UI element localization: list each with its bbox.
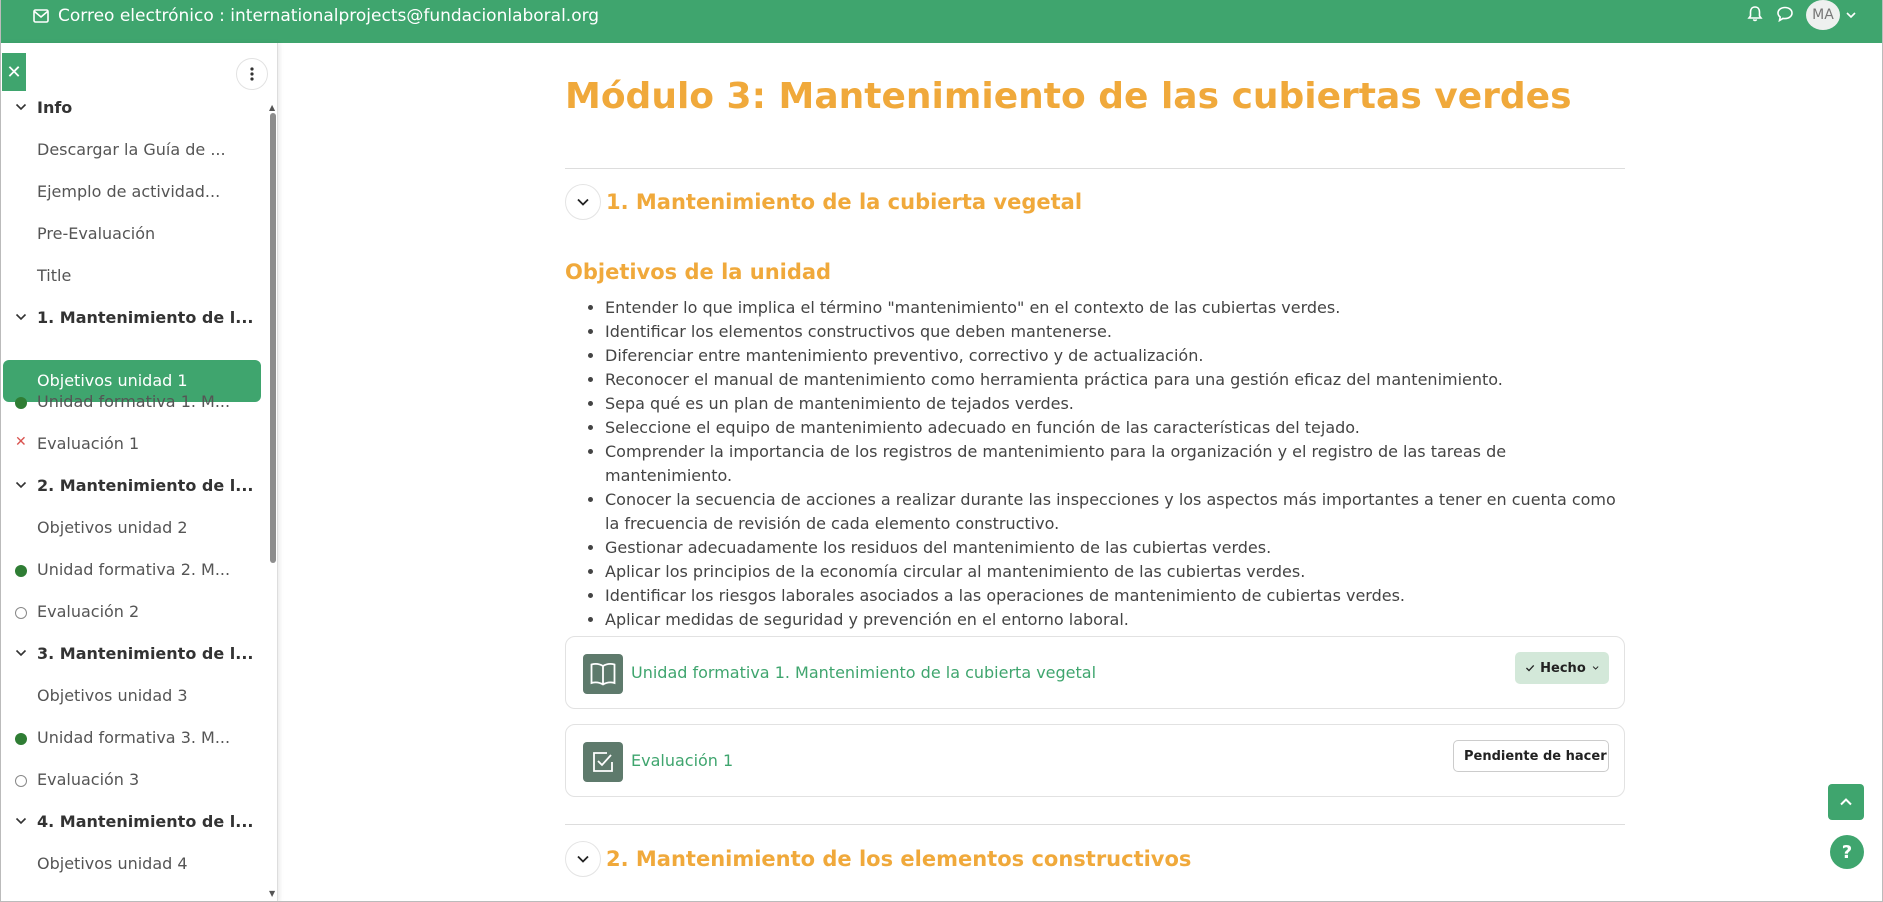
- completed-dot-icon: [15, 397, 27, 409]
- chevron-up-icon: [1838, 794, 1854, 810]
- scrollbar-thumb[interactable]: [270, 113, 276, 563]
- status-label: Pendiente de hacer: [1464, 748, 1607, 764]
- sidebar-item-unidad-formativa-3[interactable]: [3, 717, 261, 759]
- sidebar-section-3[interactable]: [3, 633, 261, 675]
- sidebar-item-label: Unidad formativa 1. M...: [37, 392, 231, 411]
- activity-card-unidad-formativa-1: [565, 636, 1625, 709]
- sidebar-item-label: Objetivos unidad 2: [37, 518, 188, 537]
- sidebar-section-2[interactable]: [3, 465, 261, 507]
- list-item: • Comprender la importancia de los registros de mantenimiento para la organización y el registro de las tareas de mantenimiento.: [605, 440, 1625, 488]
- sidebar-item-descargar-guia[interactable]: [3, 129, 261, 171]
- sidebar-section-info[interactable]: [3, 87, 261, 129]
- kebab-menu-icon: [250, 67, 254, 81]
- sidebar-item-label: Objetivos unidad 3: [37, 686, 188, 705]
- check-icon: [1525, 662, 1535, 674]
- status-label: Hecho: [1540, 660, 1586, 676]
- sidebar-section-1[interactable]: [3, 297, 261, 339]
- bell-icon[interactable]: [1745, 4, 1765, 24]
- contact-email: [33, 6, 599, 26]
- sidebar-item-label: Info: [37, 98, 73, 117]
- sidebar-item-evaluacion-1[interactable]: [3, 423, 261, 465]
- mail-icon: [33, 9, 49, 23]
- chevron-down-icon[interactable]: [14, 478, 28, 492]
- completed-dot-icon: [15, 733, 27, 745]
- sidebar-item-unidad-formativa-1[interactable]: [3, 381, 261, 423]
- sidebar-item-label: Ejemplo de actividad...: [37, 182, 221, 201]
- completion-status-button[interactable]: [1453, 740, 1609, 772]
- page-title: Módulo 3: Mantenimiento de las cubiertas verdes: [565, 76, 1572, 117]
- sidebar-item-ejemplo-actividad[interactable]: [3, 171, 261, 213]
- chevron-down-icon[interactable]: [14, 310, 28, 324]
- sidebar-item-label: Pre-Evaluación: [37, 224, 156, 243]
- chat-icon[interactable]: [1775, 4, 1795, 24]
- sidebar-item-unidad-formativa-2[interactable]: [3, 549, 261, 591]
- activity-link[interactable]: Evaluación 1: [631, 751, 734, 770]
- sidebar-item-label: Descargar la Guía de ...: [37, 140, 226, 159]
- divider: [565, 824, 1625, 825]
- list-item: • Identificar los riesgos laborales asociados a las operaciones de mantenimiento de cubiertas verdes.: [605, 584, 1625, 608]
- user-avatar[interactable]: MA: [1806, 0, 1840, 30]
- sidebar-item-label: 1. Mantenimiento de l...: [37, 308, 254, 327]
- list-item: • Aplicar los principios de la economía circular al mantenimiento de las cubiertas verdes.: [605, 560, 1625, 584]
- list-item: • Identificar los elementos constructivos que deben mantenerse.: [605, 320, 1625, 344]
- sidebar-item-label: Evaluación 1: [37, 434, 140, 453]
- list-item: • Aplicar medidas de seguridad y prevención en el entorno laboral.: [605, 608, 1625, 632]
- chevron-down-icon: [575, 194, 591, 210]
- sidebar-item-label: 3. Mantenimiento de l...: [37, 644, 254, 663]
- activity-card-evaluacion-1: [565, 724, 1625, 797]
- section-collapse-button[interactable]: [565, 184, 601, 220]
- sidebar-item-label: Evaluación 3: [37, 770, 140, 789]
- scroll-down-icon[interactable]: ▼: [269, 889, 276, 898]
- sidebar-item-evaluacion-2[interactable]: [3, 591, 261, 633]
- sidebar-item-label: Title: [37, 266, 72, 285]
- list-item: • Diferenciar entre mantenimiento preventivo, correctivo y de actualización.: [605, 344, 1625, 368]
- section-collapse-button[interactable]: [565, 841, 601, 877]
- list-item: • Reconocer el manual de mantenimiento como herramienta práctica para una gestión eficaz del mantenimiento.: [605, 368, 1625, 392]
- sidebar-item-label: Unidad formativa 3. M...: [37, 728, 231, 747]
- divider: [565, 168, 1625, 169]
- sidebar-item-pre-evaluacion[interactable]: [3, 213, 261, 255]
- pending-circle-icon: [15, 775, 27, 787]
- list-item: • Sepa qué es un plan de mantenimiento de tejados verdes.: [605, 392, 1625, 416]
- sidebar-item-label: 2. Mantenimiento de l...: [37, 476, 254, 495]
- chevron-down-icon[interactable]: [1845, 5, 1857, 25]
- sidebar-item-objetivos-unidad-2[interactable]: [3, 507, 261, 549]
- list-item: • Conocer la secuencia de acciones a realizar durante las inspecciones y los aspectos más importantes a tener en cuenta como la frecuencia de revisión de cada elemento constructivo.: [605, 488, 1625, 536]
- sidebar-item-label: Evaluación 2: [37, 602, 140, 621]
- sidebar-scrollbar[interactable]: [269, 103, 277, 898]
- top-bar: [0, 0, 1883, 43]
- chevron-down-icon[interactable]: [14, 100, 28, 114]
- sidebar-item-label: 4. Mantenimiento de l...: [37, 812, 254, 831]
- chevron-down-icon: [1592, 664, 1599, 672]
- sidebar-item-title[interactable]: [3, 255, 261, 297]
- activity-link[interactable]: Unidad formativa 1. Mantenimiento de la cubierta vegetal: [631, 663, 1097, 682]
- checkbox-icon: [583, 742, 623, 782]
- book-icon: [583, 654, 623, 694]
- completion-status-button[interactable]: [1515, 652, 1609, 684]
- section-title[interactable]: 1. Mantenimiento de la cubierta vegetal: [606, 190, 1083, 214]
- sidebar-item-label: Objetivos unidad 1: [37, 371, 188, 390]
- scroll-up-icon[interactable]: ▲: [269, 103, 276, 112]
- contact-email-text: Correo electrónico : internationalprojects@fundacionlaboral.org: [58, 6, 600, 26]
- sidebar-item-objetivos-unidad-3[interactable]: [3, 675, 261, 717]
- back-to-top-button[interactable]: [1828, 784, 1864, 820]
- section-header-1: [565, 184, 1082, 220]
- more-options-button[interactable]: [236, 58, 268, 90]
- failed-x-icon: ✕: [15, 434, 27, 450]
- help-button[interactable]: [1830, 835, 1864, 869]
- list-item: • Seleccione el equipo de mantenimiento adecuado en función de las características del tejado.: [605, 416, 1625, 440]
- chevron-down-icon: [575, 851, 591, 867]
- close-icon: ✕: [6, 61, 22, 83]
- sidebar-item-label: Unidad formativa 2. M...: [37, 560, 231, 579]
- help-icon: ?: [1841, 841, 1853, 863]
- chevron-down-icon[interactable]: [14, 814, 28, 828]
- course-index-sidebar: [0, 43, 278, 902]
- section-header-2: [565, 841, 1191, 877]
- sidebar-section-4[interactable]: [3, 801, 261, 843]
- list-item: • Entender lo que implica el término "mantenimiento" en el contexto de las cubiertas verdes.: [605, 296, 1625, 320]
- section-title[interactable]: 2. Mantenimiento de los elementos constructivos: [606, 847, 1192, 871]
- sidebar-item-objetivos-unidad-4[interactable]: [3, 843, 261, 885]
- pending-circle-icon: [15, 607, 27, 619]
- objectives-list: [605, 296, 1625, 632]
- list-item: • Gestionar adecuadamente los residuos del mantenimiento de las cubiertas verdes.: [605, 536, 1625, 560]
- close-index-button[interactable]: [2, 53, 26, 91]
- sidebar-item-label: Objetivos unidad 4: [37, 854, 188, 873]
- chevron-down-icon[interactable]: [14, 646, 28, 660]
- objectives-heading: Objetivos de la unidad: [565, 260, 832, 284]
- completed-dot-icon: [15, 565, 27, 577]
- sidebar-item-evaluacion-3[interactable]: [3, 759, 261, 801]
